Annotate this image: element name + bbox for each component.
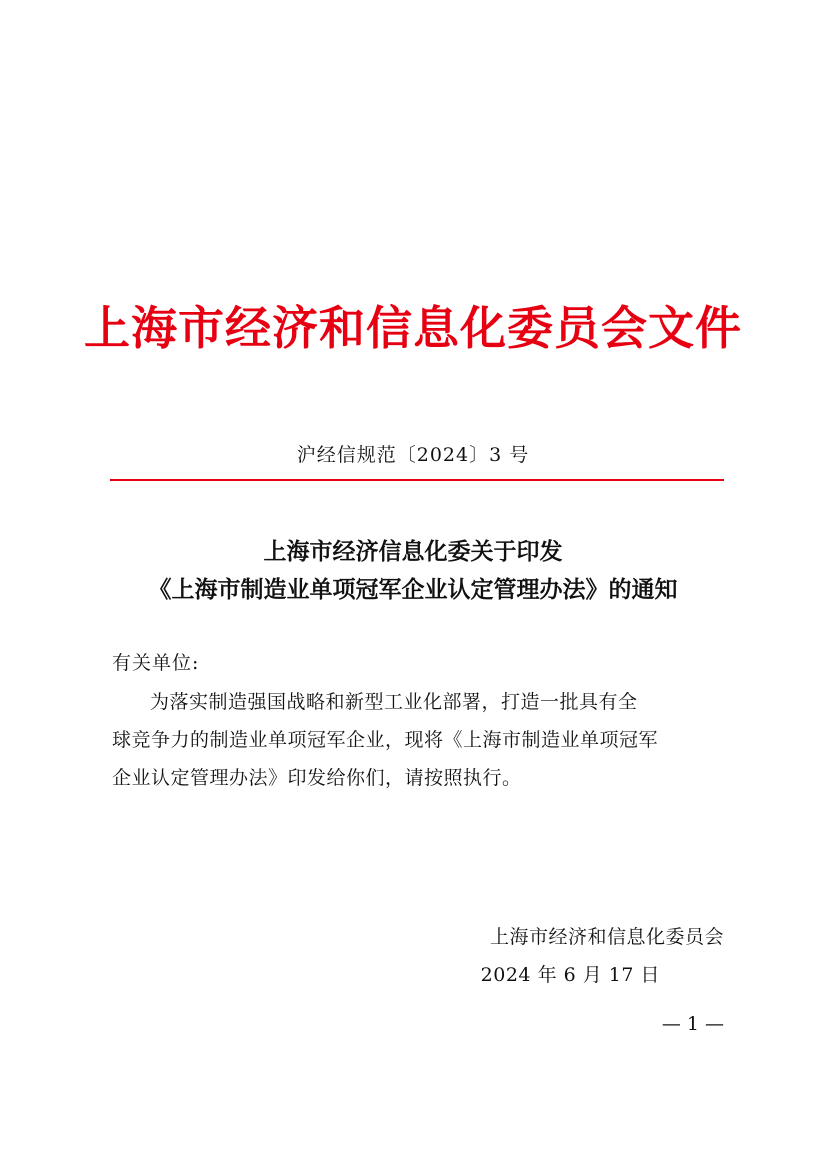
red-divider-line	[110, 479, 724, 481]
body-line-2: 球竞争力的制造业单项冠军企业，现将《上海市制造业单项冠军	[112, 729, 659, 751]
signature-block	[430, 918, 724, 994]
issuing-organization: 上海市经济和信息化委员会	[489, 926, 724, 948]
issue-date: 2024 年 6 月 17 日	[480, 964, 660, 986]
page-number: — 1 —	[661, 1013, 724, 1035]
body-line-3: 企业认定管理办法》印发给你们，请按照执行。	[112, 767, 522, 789]
masthead-title: 上海市经济和信息化委员会文件	[84, 301, 742, 355]
notice-title	[60, 533, 766, 609]
body-line-1: 为落实制造强国战略和新型工业化部署，打造一批具有全	[150, 691, 638, 713]
notice-title-line-1: 上海市经济信息化委关于印发	[263, 538, 563, 565]
notice-title-line-2: 《上海市制造业单项冠军企业认定管理办法》的通知	[148, 576, 678, 603]
document-number: 沪经信规范〔2024〕3 号	[296, 444, 530, 466]
body-paragraph	[112, 683, 724, 797]
salutation: 有关单位:	[112, 652, 200, 674]
